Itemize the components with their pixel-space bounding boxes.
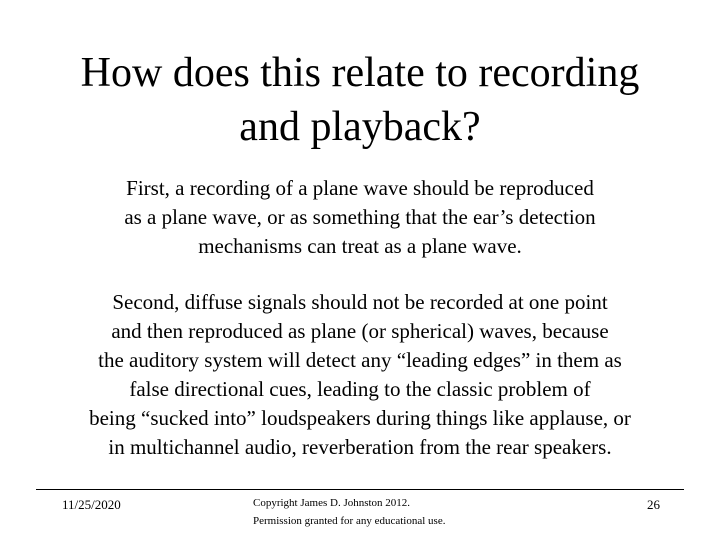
slide-title-line: How does this relate to recording <box>80 50 640 96</box>
footer-copyright-line: Copyright James D. Johnston 2012. <box>253 497 411 509</box>
paragraph-line: in multichannel audio, reverberation from the rear speakers. <box>108 435 612 459</box>
footer-permission-line: Permission granted for any educational use. <box>253 515 446 527</box>
footer-divider <box>36 489 684 490</box>
slide-title-line: and playback? <box>239 104 481 150</box>
paragraph-line: First, a recording of a plane wave should be reproduced <box>126 176 594 200</box>
paragraph-line: being “sucked into” loudspeakers during things like applause, or <box>89 406 631 430</box>
paragraph-line: false directional cues, leading to the classic problem of <box>129 377 591 401</box>
paragraph-line: mechanisms can treat as a plane wave. <box>198 234 522 258</box>
paragraph-line: as a plane wave, or as something that the ear’s detection <box>124 205 596 229</box>
paragraph-line: the auditory system will detect any “leading edges” in them as <box>98 348 622 372</box>
body-paragraph-first <box>40 174 680 261</box>
paragraph-line: and then reproduced as plane (or spherical) waves, because <box>111 319 609 343</box>
body-paragraph-second <box>40 288 680 462</box>
footer-copyright <box>253 494 445 530</box>
footer-date: 11/25/2020 <box>62 497 121 512</box>
page-number: 26 <box>647 497 660 512</box>
slide-title <box>0 46 720 154</box>
paragraph-line: Second, diffuse signals should not be recorded at one point <box>112 290 608 314</box>
